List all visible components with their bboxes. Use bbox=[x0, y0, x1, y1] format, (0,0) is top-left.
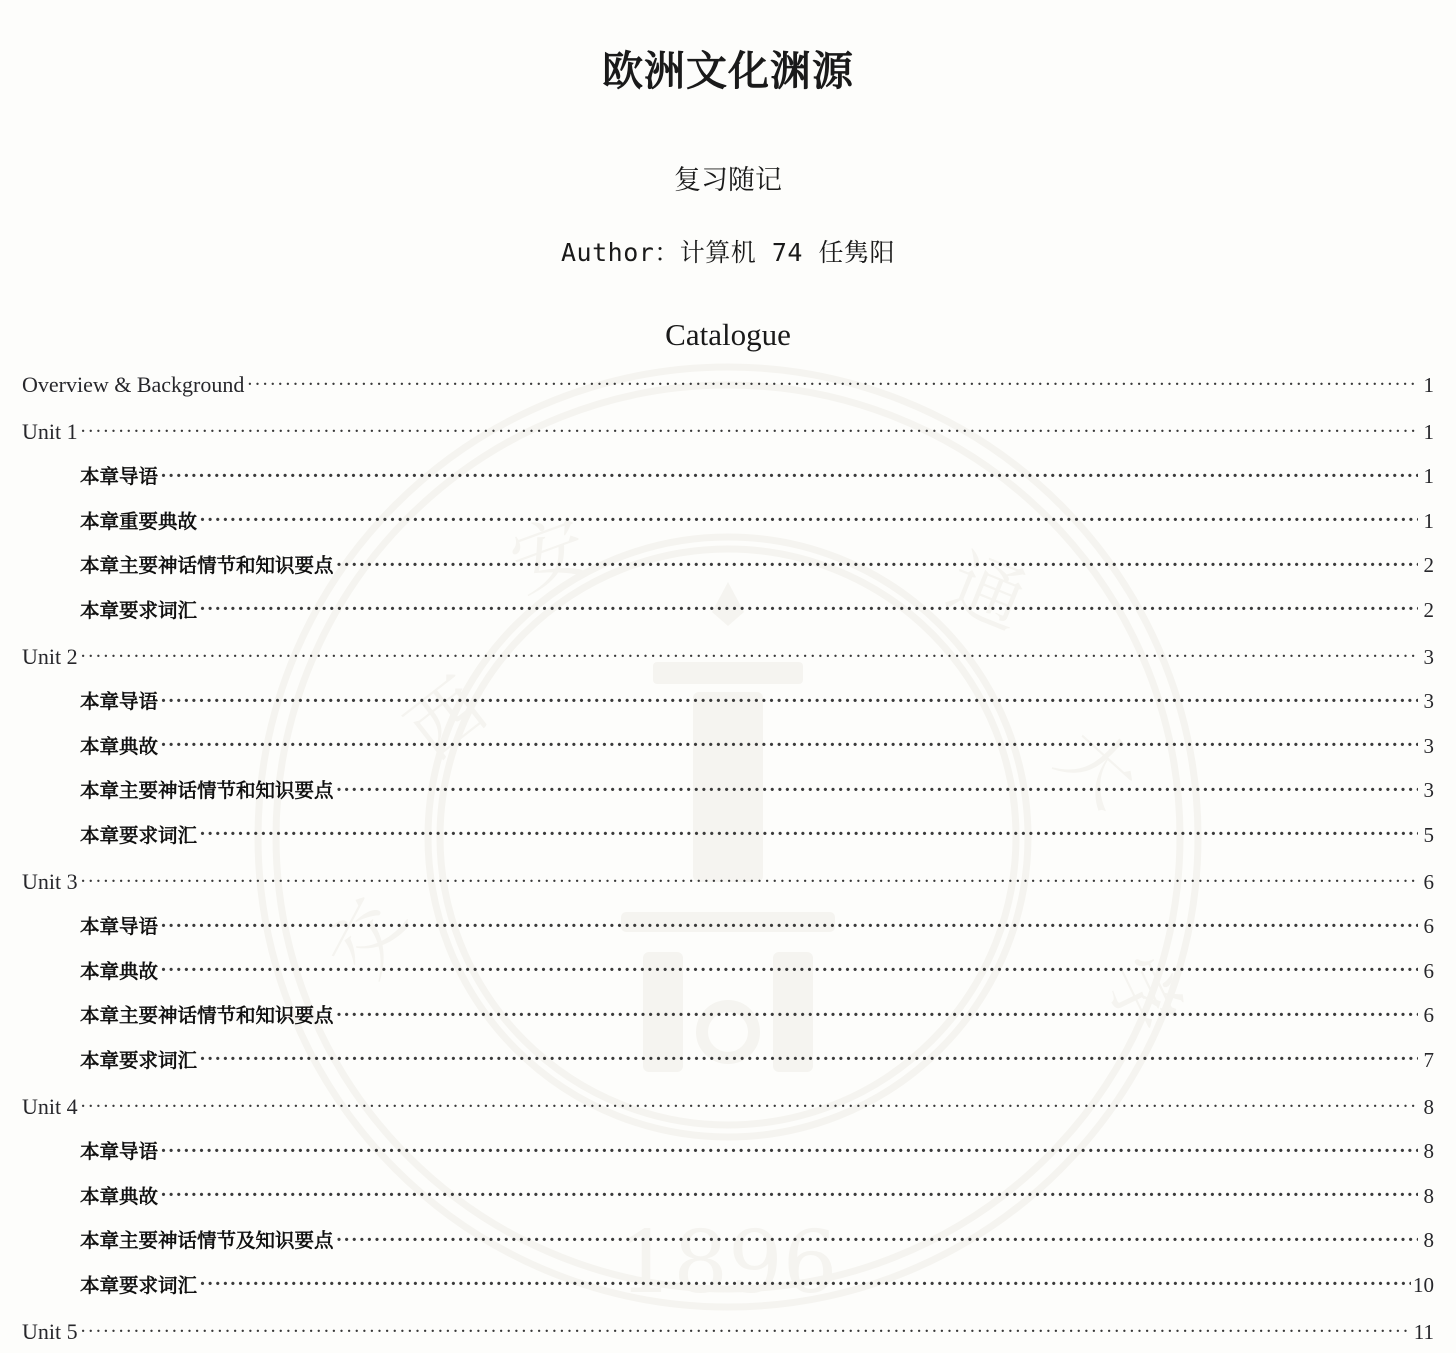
toc-leader-dots bbox=[200, 1047, 1418, 1067]
toc-leader-dots bbox=[161, 1183, 1418, 1203]
toc-entry-label: Unit 2 bbox=[22, 643, 78, 669]
toc-entry[interactable] bbox=[22, 1128, 1434, 1173]
toc-entry[interactable] bbox=[22, 453, 1434, 498]
toc-leader-dots bbox=[200, 1272, 1411, 1292]
toc-entry-page-number: 6 bbox=[1423, 1003, 1434, 1028]
toc-leader-dots bbox=[337, 553, 1418, 573]
toc-leader-dots bbox=[161, 1139, 1418, 1159]
toc-entry-page-number: 8 bbox=[1423, 1183, 1434, 1208]
toc-entry-page-number: 1 bbox=[1423, 508, 1434, 533]
toc-leader-dots bbox=[161, 914, 1418, 934]
toc-entry-page-number: 3 bbox=[1423, 778, 1434, 803]
toc-entry-label: 本章重要典故 bbox=[80, 509, 198, 533]
toc-leader-dots bbox=[161, 958, 1418, 978]
toc-entry[interactable] bbox=[22, 1081, 1434, 1128]
toc-entry[interactable] bbox=[22, 903, 1434, 948]
toc-leader-dots bbox=[337, 1003, 1418, 1023]
toc-entry[interactable] bbox=[22, 498, 1434, 543]
svg-text:通: 通 bbox=[936, 538, 1038, 647]
toc-entry[interactable] bbox=[22, 1217, 1434, 1262]
toc-entry-label: 本章要求词汇 bbox=[80, 598, 198, 622]
toc-leader-dots bbox=[200, 822, 1418, 842]
toc-entry-page-number: 3 bbox=[1423, 689, 1434, 714]
toc-entry-label: 本章要求词汇 bbox=[80, 823, 198, 847]
toc-entry-page-number: 5 bbox=[1423, 822, 1434, 847]
toc-leader-dots bbox=[81, 1092, 1418, 1114]
toc-entry-page-number: 6 bbox=[1423, 914, 1434, 939]
toc-leader-dots bbox=[161, 733, 1418, 753]
toc-entry[interactable] bbox=[22, 1306, 1434, 1353]
toc-entry-page-number: 1 bbox=[1423, 372, 1434, 397]
toc-entry-page-number: 10 bbox=[1413, 1272, 1434, 1297]
toc-leader-dots bbox=[247, 370, 1418, 392]
author-line: Author：计算机 74 任隽阳 bbox=[560, 238, 895, 268]
toc-entry-label: 本章主要神话情节和知识要点 bbox=[80, 779, 334, 803]
toc-entry[interactable] bbox=[22, 992, 1434, 1037]
toc-entry-page-number: 2 bbox=[1423, 597, 1434, 622]
toc-entry[interactable] bbox=[22, 1037, 1434, 1082]
toc-entry[interactable] bbox=[22, 767, 1434, 812]
toc-leader-dots bbox=[81, 1317, 1412, 1339]
table-of-contents bbox=[22, 359, 1434, 1353]
toc-entry-page-number: 8 bbox=[1423, 1139, 1434, 1164]
toc-entry-label: 本章主要神话情节和知识要点 bbox=[80, 1004, 334, 1028]
toc-entry-page-number: 2 bbox=[1423, 553, 1434, 578]
toc-leader-dots bbox=[81, 417, 1418, 439]
toc-entry[interactable] bbox=[22, 856, 1434, 903]
toc-entry[interactable] bbox=[22, 542, 1434, 587]
toc-leader-dots bbox=[337, 1228, 1418, 1248]
toc-entry-label: 本章主要神话情节和知识要点 bbox=[80, 554, 334, 578]
toc-entry-label: 本章典故 bbox=[80, 959, 159, 983]
toc-entry-label: Unit 4 bbox=[22, 1093, 78, 1119]
document-page bbox=[0, 47, 1456, 1353]
toc-entry-label: 本章典故 bbox=[80, 1184, 159, 1208]
svg-text:交: 交 bbox=[312, 884, 424, 991]
toc-entry-label: 本章导语 bbox=[80, 1140, 159, 1164]
toc-leader-dots bbox=[161, 464, 1418, 484]
toc-entry-label: 本章导语 bbox=[80, 915, 159, 939]
toc-entry-page-number: 7 bbox=[1423, 1047, 1434, 1072]
toc-leader-dots bbox=[337, 778, 1418, 798]
toc-entry-page-number: 1 bbox=[1423, 419, 1434, 444]
toc-entry-label: 本章要求词汇 bbox=[80, 1048, 198, 1072]
toc-entry-page-number: 3 bbox=[1423, 733, 1434, 758]
toc-entry-page-number: 8 bbox=[1423, 1094, 1434, 1119]
toc-heading: Catalogue bbox=[665, 317, 791, 353]
svg-text:大: 大 bbox=[1040, 711, 1154, 825]
page-subtitle: 复习随记 bbox=[674, 165, 782, 197]
toc-entry[interactable] bbox=[22, 1173, 1434, 1218]
toc-entry[interactable] bbox=[22, 723, 1434, 768]
toc-entry-label: 本章主要神话情节及知识要点 bbox=[80, 1229, 334, 1253]
svg-text:安: 安 bbox=[499, 502, 599, 609]
toc-entry-page-number: 1 bbox=[1423, 464, 1434, 489]
toc-leader-dots bbox=[200, 508, 1418, 528]
toc-entry-label: Unit 3 bbox=[22, 868, 78, 894]
svg-text:1896: 1896 bbox=[618, 1213, 838, 1313]
toc-entry-label: 本章导语 bbox=[80, 690, 159, 714]
toc-entry-page-number: 8 bbox=[1423, 1228, 1434, 1253]
svg-text:学: 学 bbox=[1086, 942, 1197, 1047]
toc-entry-label: Overview & Background bbox=[22, 371, 245, 397]
toc-entry-label: 本章典故 bbox=[80, 734, 159, 758]
toc-entry[interactable] bbox=[22, 631, 1434, 678]
toc-entry[interactable] bbox=[22, 359, 1434, 406]
toc-leader-dots bbox=[81, 867, 1418, 889]
toc-entry[interactable] bbox=[22, 812, 1434, 857]
toc-entry[interactable] bbox=[22, 678, 1434, 723]
toc-leader-dots bbox=[200, 597, 1418, 617]
toc-entry[interactable] bbox=[22, 1262, 1434, 1307]
toc-leader-dots bbox=[81, 642, 1418, 664]
page-title: 欧洲文化渊源 bbox=[602, 47, 854, 95]
toc-leader-dots bbox=[161, 689, 1418, 709]
toc-entry-page-number: 3 bbox=[1423, 644, 1434, 669]
toc-entry-label: 本章要求词汇 bbox=[80, 1273, 198, 1297]
svg-text:西: 西 bbox=[391, 662, 503, 777]
toc-entry[interactable] bbox=[22, 948, 1434, 993]
toc-entry[interactable] bbox=[22, 587, 1434, 632]
toc-entry-page-number: 6 bbox=[1423, 869, 1434, 894]
toc-entry-label: 本章导语 bbox=[80, 465, 159, 489]
toc-entry-page-number: 6 bbox=[1423, 958, 1434, 983]
toc-entry-label: Unit 5 bbox=[22, 1318, 78, 1344]
toc-entry-label: Unit 1 bbox=[22, 418, 78, 444]
toc-entry-page-number: 11 bbox=[1413, 1319, 1434, 1344]
toc-entry[interactable] bbox=[22, 406, 1434, 453]
